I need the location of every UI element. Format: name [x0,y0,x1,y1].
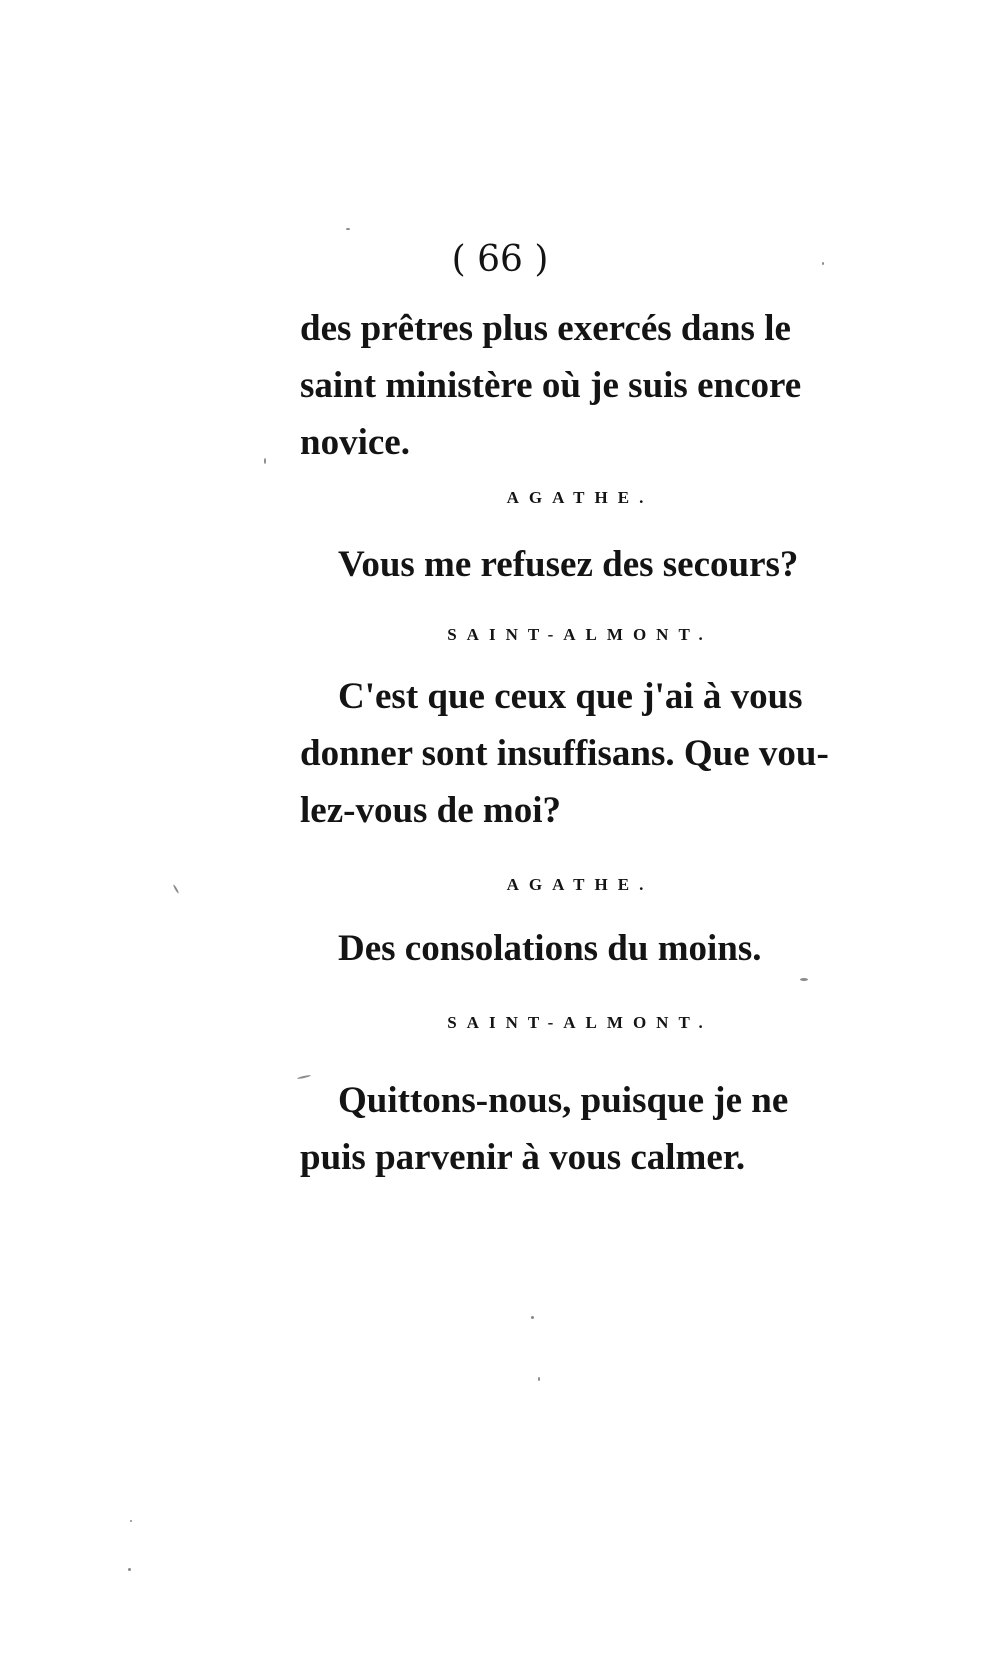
page-number: ( 66 ) [451,239,549,280]
dialogue-line [300,668,860,839]
scan-speck [346,228,350,230]
text-line: puis parvenir à vous calmer. [300,1137,746,1178]
text-line: C'est que ceux que j'ai à vous [338,676,803,717]
speaker-label: SAINT-ALMONT. [447,625,713,644]
text-line: saint ministère où je suis encore [300,365,802,406]
text-line: Des consolations du moins. [338,928,762,969]
scan-speck [531,1316,534,1319]
text-line: donner sont insuffisans. Que vou- [300,733,829,774]
passage-continuation [300,300,860,471]
speaker-label: SAINT-ALMONT. [447,1013,713,1032]
scan-speck [822,262,824,265]
dialogue-line [300,1072,860,1186]
text-line: novice. [300,422,410,463]
scan-speck [173,884,180,894]
text-line: des prêtres plus exercés dans le [300,308,791,349]
scan-speck [538,1377,540,1381]
text-line: lez-vous de moi? [300,790,562,831]
scan-speck [130,1520,132,1522]
scan-speck [264,458,266,464]
dialogue-line [300,920,860,977]
dialogue-line [300,536,860,593]
scan-speck [128,1568,131,1571]
text-line: Quittons-nous, puisque je ne [338,1080,789,1121]
text-line: Vous me refusez des secours? [338,544,799,585]
speaker-label: AGATHE. [506,875,654,894]
scan-speck [800,978,808,981]
speaker-label: AGATHE. [506,488,654,507]
